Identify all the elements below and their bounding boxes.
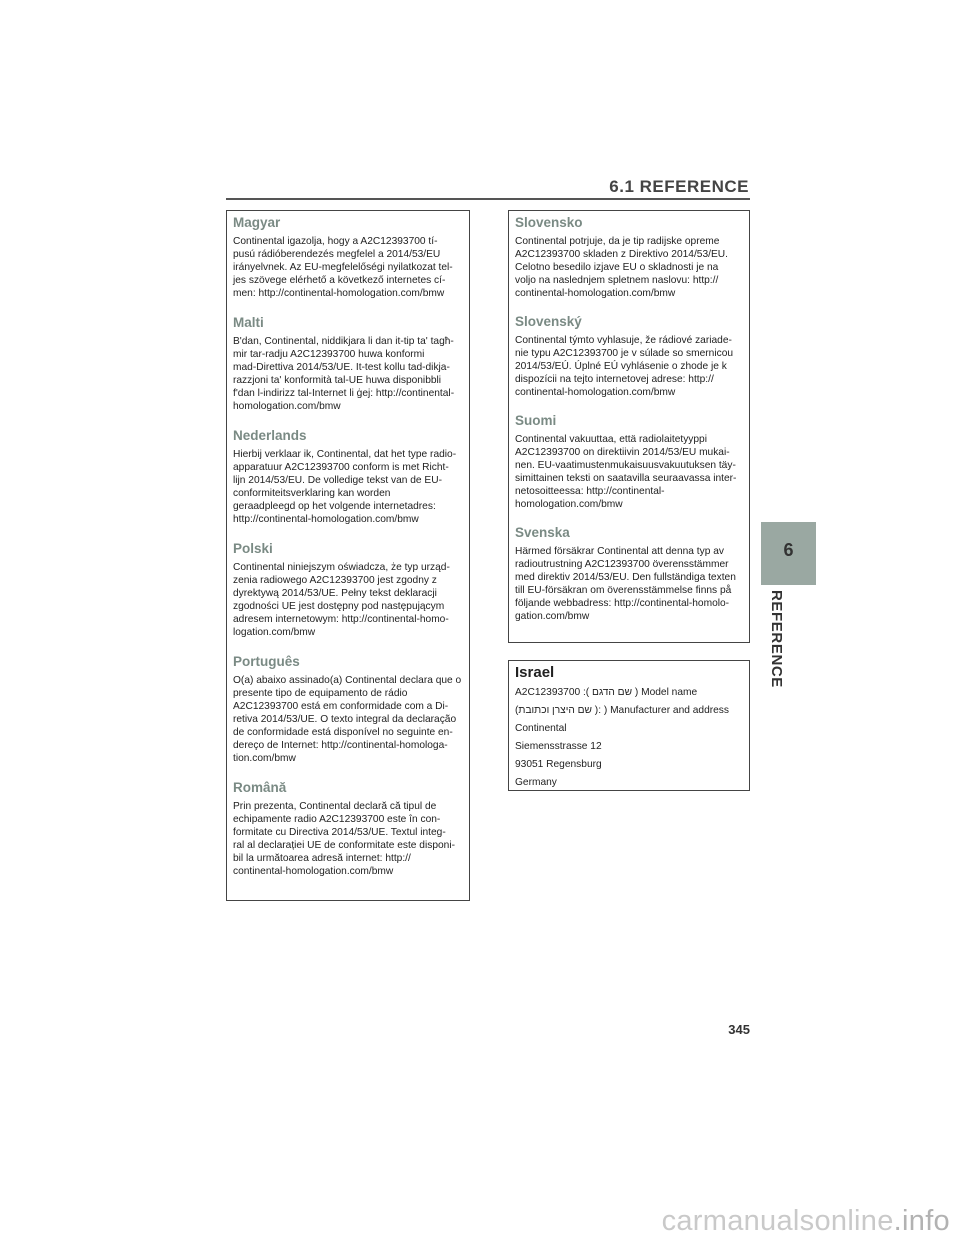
lang-title: Suomi	[515, 413, 557, 428]
israel-box	[508, 660, 750, 791]
lang-title: Magyar	[233, 215, 281, 230]
israel-title: Israel	[515, 664, 555, 681]
lang-text: Continental týmto vyhlasuje, že rádiové zariade- nie typu A2C12393700 je v súlade so smernicou 2014/53/EÚ. Úplné EÚ vyhlásenie o zhode je k dispozícii na tejto internetovej adrese: http:// continental-homologation.com/bmw	[515, 335, 734, 398]
lang-text: Härmed försäkrar Continental att denna typ av radioutrustning A2C12393700 överensstämmer med direktiv 2014/53/EU. Den fullständiga texten till EU-försäkran om överensstämmelse finns på följande webbadress: http://continental-homolo- gation.com/bmw	[515, 546, 736, 622]
watermark-tld: .info	[893, 1205, 950, 1237]
section-nederlands	[233, 428, 463, 526]
lang-text: Continental vakuuttaa, että radiolaitetyyppi A2C12393700 on direktiivin 2014/53/EU mukai- nen. EU-vaatimustenmukaisuusvakuutuksen täy- simittainen teksti on saatavilla seuraavassa inter- netosoitteessa: http://continental- homologation.com/bmw	[515, 434, 737, 510]
lang-text: Prin prezenta, Continental declară că tipul de echipamente radio A2C12393700 este în con- formitate cu Directiva 2014/53/UE. Textul integ- ral al declarației UE de conformitate este disponi- bil la următoarea adresă internet: http:// continental-homologation.com/bmw	[233, 801, 455, 877]
lang-title: Polski	[233, 541, 273, 556]
lang-text: Hierbij verklaar ik, Continental, dat het type radio- apparatuur A2C12393700 conform is met Richt- lijn 2014/53/EU. De volledige tekst van de EU- conformiteitsverklaring kan worden geraadpleegd op het volgende internetadres: http://continental-homologation.com/bmw	[233, 449, 457, 525]
section-svenska	[515, 525, 743, 623]
chapter-label: REFERENCE	[768, 590, 785, 688]
lang-title: Svenska	[515, 525, 570, 540]
lang-title: Malti	[233, 315, 264, 330]
lang-title: Português	[233, 654, 300, 669]
lang-title: Slovensko	[515, 215, 583, 230]
section-magyar	[233, 215, 463, 300]
israel-company: Continental	[515, 723, 567, 734]
declarations-box-right	[508, 210, 750, 643]
lang-text: O(a) abaixo assinado(a) Continental declara que o presente tipo de equipamento de rádio A2C12393700 está em conformidade com a Di- retiva 2014/53/UE. O texto integral da declaração de conformidade está disponível no seguinte en- dereço de Internet: http://continental-homologa- tion.com/bmw	[233, 675, 462, 764]
israel-city: 93051 Regensburg	[515, 759, 602, 770]
watermark-site: carmanualsonline	[661, 1205, 894, 1237]
lang-text: Continental niniejszym oświadcza, że typ urząd- zenia radiowego A2C12393700 jest zgodny z dyrektywą 2014/53/UE. Pełny tekst deklaracji zgodności UE jest dostępny pod następującym adresem internetowym: http://continental-homo- logation.com/bmw	[233, 562, 450, 638]
lang-title: Română	[233, 780, 287, 795]
lang-title: Nederlands	[233, 428, 307, 443]
section-polski	[233, 541, 463, 639]
section-malti	[233, 315, 463, 413]
lang-text: Continental igazolja, hogy a A2C12393700 tí- pusú rádióberendezés megfelel a 2014/53/EU irányelvnek. Az EU-megfelelőségi nyilatkozat tel- jes szövege elérhető a következő internetes cí- men: http://continental-homologation.com/bmw	[233, 236, 453, 299]
lang-title: Slovenský	[515, 314, 582, 329]
israel-country: Germany	[515, 777, 557, 788]
lang-text: B'dan, Continental, niddikjara li dan it-tip ta' tagħ- mir tar-radju A2C12393700 huwa konformi mad-Direttiva 2014/53/UE. It-test kollu tad-dikja- razzjoni ta' konformità tal-UE huwa disponibbli f'dan l-indirizz tal-Internet li ġej: http://continental- homologation.com/bmw	[233, 336, 455, 412]
lang-text: Continental potrjuje, da je tip radijske opreme A2C12393700 skladen z Direktivo 2014/53/EU. Celotno besedilo izjave EU o skladnosti je na voljo na naslednjem spletnem naslovu: http:// continental-homologation.com/bmw	[515, 236, 728, 299]
section-portugues	[233, 654, 463, 765]
israel-street: Siemensstrasse 12	[515, 741, 602, 752]
section-header-title: 6.1 REFERENCE	[609, 177, 749, 196]
section-slovensko	[515, 215, 743, 300]
header-rule	[226, 198, 750, 200]
chapter-number: 6	[783, 540, 794, 560]
israel-manufacturer-line: (שם היצרן וכתובת ): ) Manufacturer and address	[515, 705, 729, 716]
declarations-box-left	[226, 210, 470, 901]
section-slovensky	[515, 314, 743, 399]
israel-model-line: A2C12393700 :( שם הדגם ) Model name	[515, 687, 698, 698]
chapter-tab	[761, 522, 816, 585]
section-romana	[233, 780, 463, 878]
page-number: 345	[728, 1022, 750, 1037]
watermark	[662, 1205, 950, 1238]
section-suomi	[515, 413, 743, 511]
